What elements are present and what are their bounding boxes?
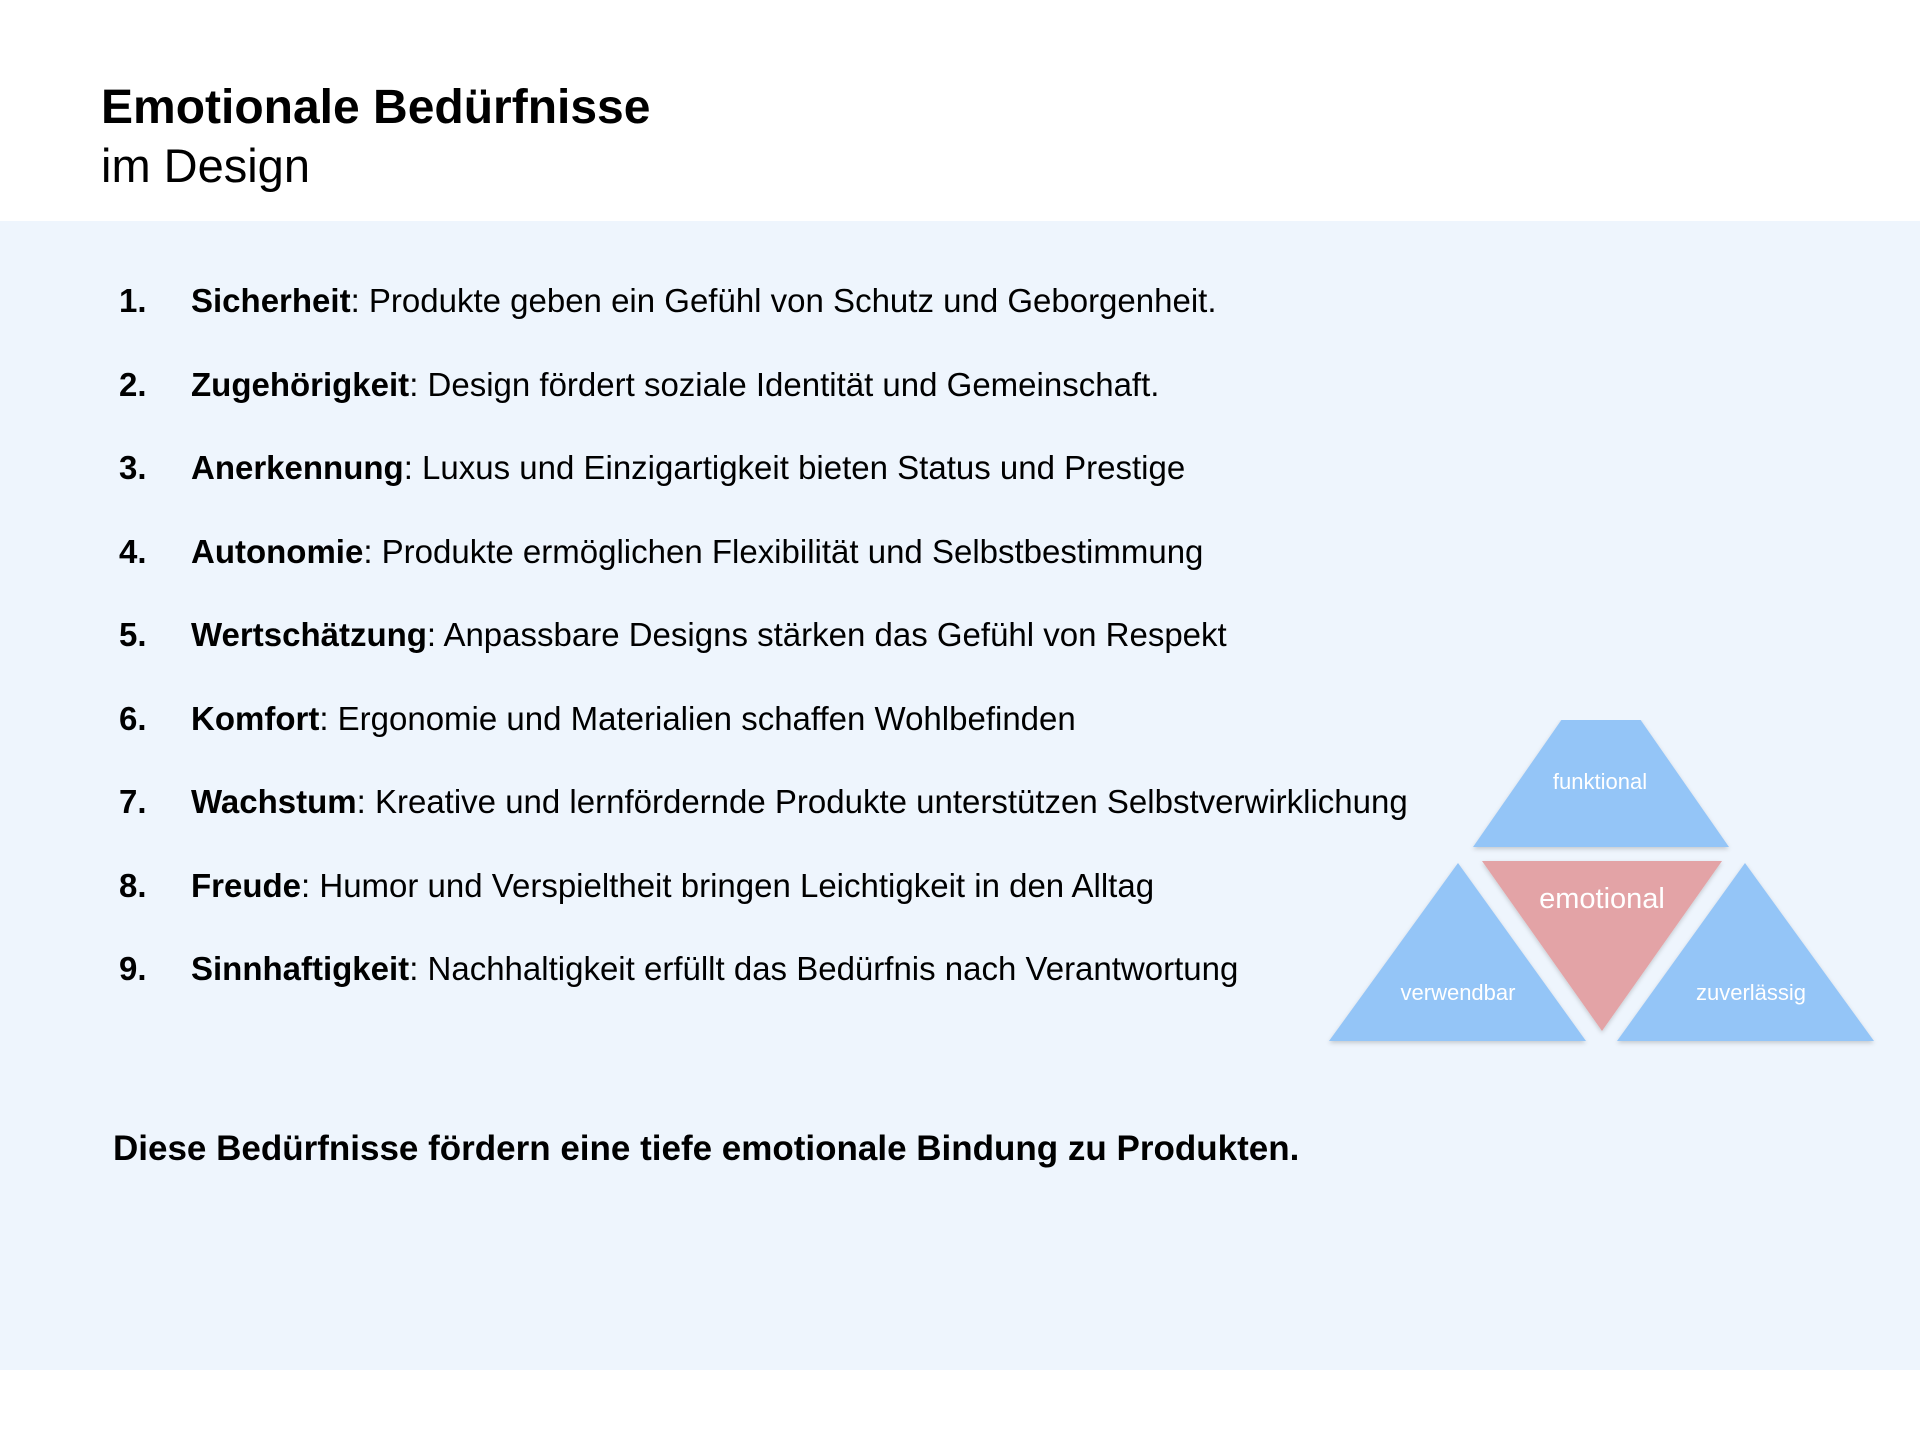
slide-header [101, 78, 650, 194]
slide-subtitle: im Design [101, 139, 310, 192]
summary-statement: Diese Bedürfnisse fördern eine tiefe emotionale Bindung zu Produkten. [113, 1129, 1300, 1168]
list-item-term: Wachstum [191, 783, 357, 820]
list-item-number: 7. [119, 783, 147, 820]
list-item-text [191, 782, 1408, 822]
list-item-term: Sicherheit [191, 282, 351, 319]
list-item-description: : Design fördert soziale Identität und Gemeinschaft. [409, 366, 1160, 403]
list-item-description: : Produkte ermöglichen Flexibilität und Selbstbestimmung [363, 533, 1204, 570]
list-item-number: 1. [119, 282, 147, 319]
label-verwendbar: verwendbar [1400, 980, 1516, 1005]
list-item-number: 6. [119, 700, 147, 737]
list-item-term: Anerkennung [191, 449, 404, 486]
list-item-text [191, 532, 1203, 572]
list-item-number: 8. [119, 867, 147, 904]
list-item-term: Autonomie [191, 533, 364, 570]
list-item-description: : Kreative und lernfördernde Produkte unterstützen Selbstverwirklichung [356, 783, 1408, 820]
list-item-number: 3. [119, 449, 147, 486]
list-item-text [191, 281, 1217, 321]
label-zuverlaessig: zuverlässig [1695, 980, 1807, 1005]
list-item-number: 4. [119, 533, 147, 570]
list-item-text [191, 949, 1238, 989]
list-item-description: : Anpassbare Designs stärken das Gefühl von Respekt [426, 616, 1227, 653]
list-item-term: Komfort [191, 700, 320, 737]
list-item-term: Zugehörigkeit [191, 366, 410, 403]
list-item-description: : Produkte geben ein Gefühl von Schutz und Geborgenheit. [350, 282, 1217, 319]
list-item-text [191, 699, 1076, 739]
slide-title: Emotionale Bedürfnisse [101, 81, 651, 134]
list-item-term: Freude [191, 867, 302, 904]
list-item-text [191, 448, 1185, 488]
label-funktional: funktional [1552, 769, 1648, 794]
design-triangle-diagram [1320, 720, 1880, 1140]
list-item-text [191, 615, 1227, 655]
label-emotional: emotional [1539, 883, 1665, 915]
list-item-text [191, 866, 1154, 906]
list-item-description: : Nachhaltigkeit erfüllt das Bedürfnis nach Verantwortung [409, 950, 1239, 987]
list-item-description: : Luxus und Einzigartigkeit bieten Status und Prestige [403, 449, 1186, 486]
list-item-description: : Humor und Verspieltheit bringen Leichtigkeit in den Alltag [301, 867, 1155, 904]
list-item-number: 5. [119, 616, 147, 653]
triangle-diagram-svg [1320, 720, 1880, 1140]
list-item-number: 2. [119, 366, 147, 403]
list-item-description: : Ergonomie und Materialien schaffen Wohlbefinden [319, 700, 1076, 737]
list-item-term: Sinnhaftigkeit [191, 950, 410, 987]
list-item-term: Wertschätzung [191, 616, 427, 653]
list-item-number: 9. [119, 950, 147, 987]
list-item-text [191, 365, 1159, 405]
